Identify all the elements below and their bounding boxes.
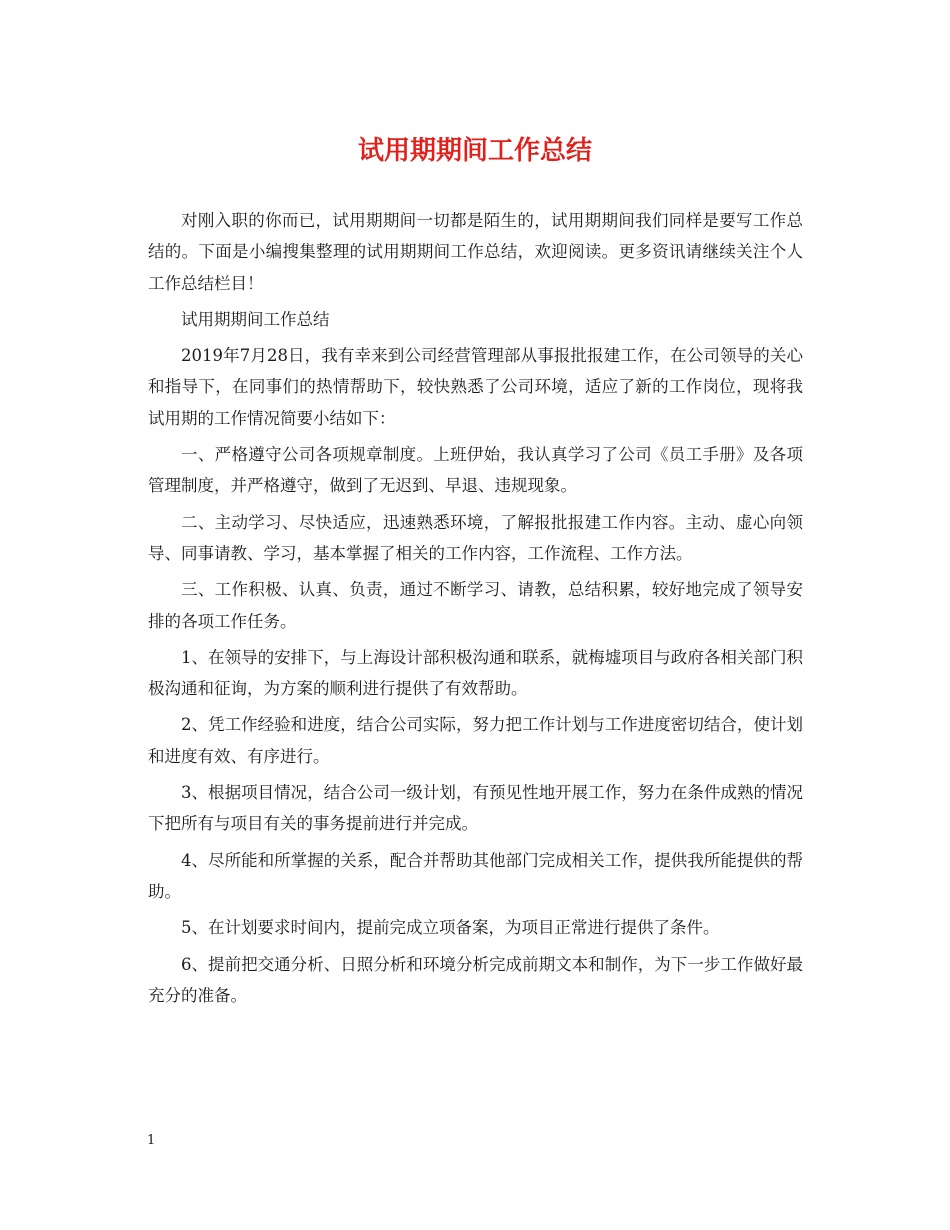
document-body (148, 205, 803, 1016)
paragraph-item-2: 2、凭工作经验和进度，结合公司实际，努力把工作计划与工作进度密切结合，使计划和进度有效、有序进行。 (148, 715, 803, 766)
paragraph-subtitle: 试用期期间工作总结 (181, 309, 330, 329)
document-title: 试用期期间工作总结 (357, 136, 592, 166)
paragraph-opening: 2019年7月28日，我有幸来到公司经营管理部从事报批报建工作，在公司领导的关心和指导下，在同事们的热情帮助下，较快熟悉了公司环境，适应了新的工作岗位，现将我试用期的工作情况简要小结如下： (148, 346, 803, 428)
paragraph-item-1: 1、在领导的安排下，与上海设计部积极沟通和联系，就梅墟项目与政府各相关部门积极沟通和征询，为方案的顺利进行提供了有效帮助。 (148, 647, 803, 699)
paragraph-intro: 对刚入职的你而已，试用期期间一切都是陌生的，试用期期间我们同样是要写工作总结的。下面是小编搜集整理的试用期期间工作总结，欢迎阅读。更多资讯请继续关注个人工作总结栏目！ (148, 211, 803, 293)
paragraph-point-3: 三、工作积极、认真、负责，通过不断学习、请教，总结积累，较好地完成了领导安排的各项工作任务。 (148, 580, 803, 631)
paragraph-item-5: 5、在计划要求时间内，提前完成立项备案，为项目正常进行提供了条件。 (181, 918, 720, 938)
page-number: 1 (147, 1133, 156, 1148)
paragraph-item-4: 4、尽所能和所掌握的关系，配合并帮助其他部门完成相关工作，提供我所能提供的帮助。 (148, 850, 803, 901)
paragraph-item-3: 3、根据项目情况，结合公司一级计划，有预见性地开展工作，努力在条件成熟的情况下把所有与项目有关的事务提前进行并完成。 (148, 783, 803, 834)
paragraph-point-2: 二、主动学习、尽快适应，迅速熟悉环境，了解报批报建工作内容。主动、虚心向领导、同事请教、学习，基本掌握了相关的工作内容，工作流程、工作方法。 (148, 512, 803, 563)
paragraph-item-6: 6、提前把交通分析、日照分析和环境分析完成前期文本和制作，为下一步工作做好最充分的准备。 (148, 954, 803, 1005)
paragraph-point-1: 一、严格遵守公司各项规章制度。上班伊始，我认真学习了公司《员工手册》及各项管理制度，并严格遵守，做到了无迟到、早退、违规现象。 (148, 445, 803, 496)
